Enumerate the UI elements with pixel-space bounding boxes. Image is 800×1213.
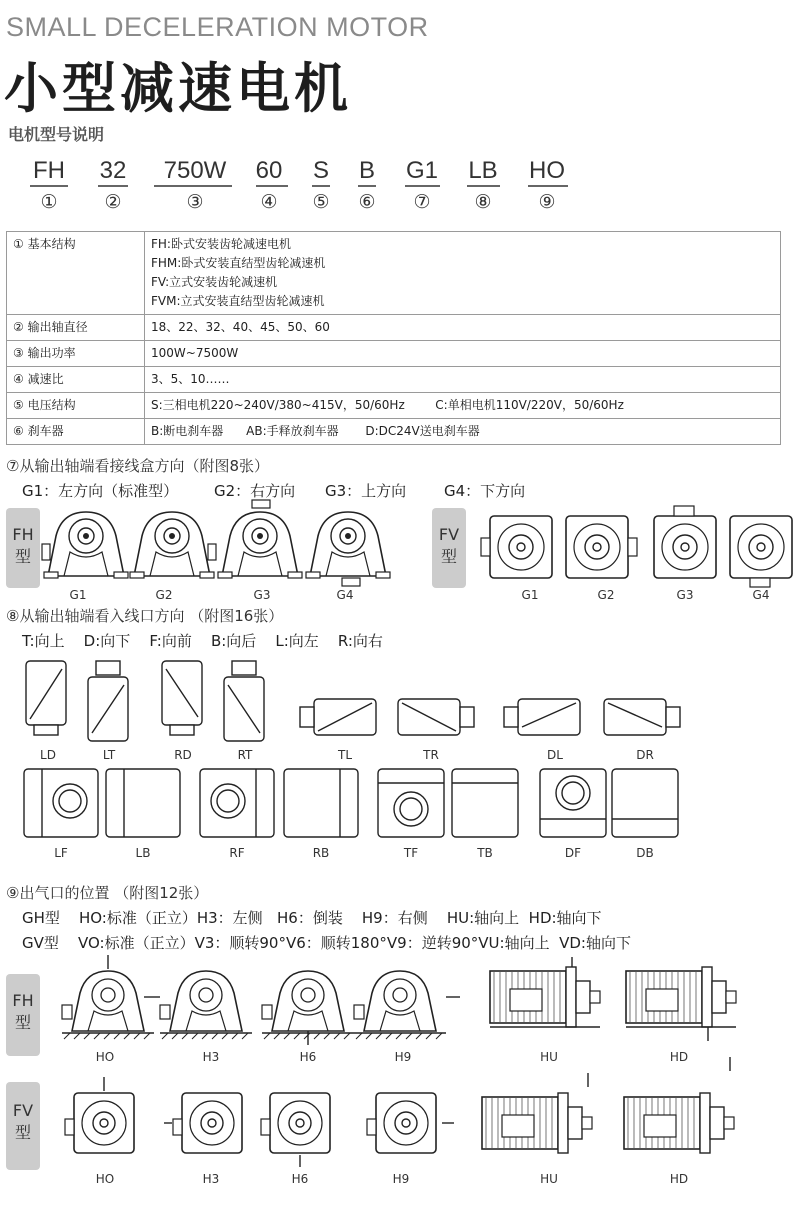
section8-heading: ⑧从输出轴端看入线口方向 （附图16张） bbox=[6, 607, 284, 625]
conn-df bbox=[540, 769, 606, 837]
fv-label: G4 bbox=[752, 588, 770, 602]
conn-label: LB bbox=[135, 846, 151, 860]
fv-ho bbox=[65, 1077, 134, 1153]
spec-row bbox=[7, 341, 781, 367]
spec-value: 18、22、32、40、45、50、60 bbox=[145, 315, 781, 341]
model-heading: 电机型号说明 bbox=[8, 125, 105, 144]
vent-label: H9 bbox=[394, 1050, 412, 1064]
spec-key: ② 输出轴直径 bbox=[7, 315, 145, 341]
conn-label: RT bbox=[237, 748, 253, 762]
section9-drawings bbox=[40, 955, 800, 1185]
g3-option: G3：上方向 bbox=[325, 482, 407, 500]
conn-lb bbox=[106, 769, 180, 837]
vent-label: H3 bbox=[202, 1172, 220, 1186]
conn-dr bbox=[604, 699, 680, 735]
conn-rd bbox=[162, 661, 202, 735]
conn-db bbox=[612, 769, 678, 837]
g1-option: G1：左方向（标准型） bbox=[22, 482, 179, 500]
conn-label: RF bbox=[229, 846, 245, 860]
conn-label: DR bbox=[636, 748, 654, 762]
g2-option: G2：右方向 bbox=[214, 482, 296, 500]
num-7: ⑦ bbox=[413, 191, 431, 213]
spec-key: ⑤ 电压结构 bbox=[7, 393, 145, 419]
fh-hd bbox=[626, 967, 736, 1041]
code-ho: HO bbox=[529, 157, 565, 184]
vent-label: H3 bbox=[202, 1050, 220, 1064]
fv-hu bbox=[482, 1073, 592, 1153]
spec-line: FV:立式安装齿轮减速机 bbox=[151, 275, 278, 289]
spec-key: ① 基本结构 bbox=[7, 232, 145, 315]
vent-label: HO bbox=[95, 1172, 115, 1186]
conn-label: DB bbox=[636, 846, 654, 860]
conn-ld bbox=[26, 661, 66, 735]
fv-tag: FV 型 bbox=[432, 508, 466, 588]
vent-label: H6 bbox=[299, 1050, 317, 1064]
fh-hu bbox=[490, 957, 600, 1027]
fh-g4 bbox=[306, 512, 390, 586]
conn-label: DF bbox=[564, 846, 582, 860]
section7-heading: ⑦从输出轴端看接线盒方向（附图8张） bbox=[6, 457, 269, 475]
conn-tr bbox=[398, 699, 474, 735]
page-title: 小型减速电机 bbox=[4, 57, 352, 120]
fh-g3 bbox=[218, 500, 302, 578]
spec-row bbox=[7, 393, 781, 419]
code-b: B bbox=[358, 157, 375, 184]
conn-rt bbox=[224, 661, 264, 741]
fv-label: G2 bbox=[597, 588, 615, 602]
conn-tl bbox=[300, 699, 376, 735]
fh-tag: FH 型 bbox=[6, 508, 40, 588]
conn-rb bbox=[284, 769, 358, 837]
fv-h3 bbox=[164, 1093, 242, 1153]
conn-label: LD bbox=[40, 748, 56, 762]
code-fh: FH bbox=[33, 157, 65, 184]
conn-label: LF bbox=[54, 846, 68, 860]
fh-ho bbox=[62, 955, 154, 1039]
code-g1: G1 bbox=[405, 157, 438, 184]
num-6: ⑥ bbox=[358, 191, 376, 213]
spec-key: ④ 减速比 bbox=[7, 367, 145, 393]
fv-g3 bbox=[654, 506, 716, 578]
spec-line: FVM:立式安装直结型齿轮减速机 bbox=[151, 294, 325, 308]
spec-row bbox=[7, 367, 781, 393]
fv-h9 bbox=[367, 1093, 454, 1153]
fh-h9 bbox=[354, 971, 460, 1039]
fh-label: G3 bbox=[253, 588, 271, 602]
fv-g2 bbox=[566, 516, 637, 578]
conn-label: RD bbox=[174, 748, 192, 762]
spec-key: ⑥ 刹车器 bbox=[7, 419, 145, 445]
spec-line: FH:卧式安装齿轮减速电机 bbox=[151, 237, 291, 251]
fh-g2 bbox=[130, 512, 216, 578]
conn-lt bbox=[88, 661, 128, 741]
num-4: ④ bbox=[260, 191, 278, 213]
gv-line: GV型 VO:标准（正立）V3：顺转90°V6：顺转180°V9：逆转90°VU:轴向上 VD:轴向下 bbox=[22, 934, 631, 952]
spec-key: ③ 输出功率 bbox=[7, 341, 145, 367]
conn-label: TL bbox=[337, 748, 352, 762]
fh-label: G1 bbox=[69, 588, 87, 602]
vent-label: HD bbox=[669, 1172, 689, 1186]
spec-value: B:断电刹车器 AB:手释放刹车器 D:DC24V送电刹车器 bbox=[145, 419, 781, 445]
spec-row bbox=[7, 419, 781, 445]
fv-hd bbox=[624, 1057, 734, 1153]
fh-g1 bbox=[42, 512, 128, 578]
conn-tf bbox=[378, 769, 444, 837]
num-3: ③ bbox=[186, 191, 204, 213]
spec-value: 100W~7500W bbox=[145, 341, 781, 367]
vent-label: HU bbox=[540, 1050, 558, 1064]
fh-h6 bbox=[262, 971, 354, 1045]
code-750w: 750W bbox=[163, 157, 227, 184]
num-9: ⑨ bbox=[538, 191, 556, 213]
vent-label: HO bbox=[95, 1050, 115, 1064]
conn-label: RB bbox=[312, 846, 330, 860]
num-1: ① bbox=[40, 191, 58, 213]
code-s: S bbox=[312, 157, 329, 184]
fh-label: G2 bbox=[155, 588, 173, 602]
fv-tag-9: FV 型 bbox=[6, 1082, 40, 1170]
fv-g1 bbox=[481, 516, 552, 578]
g4-option: G4：下方向 bbox=[444, 482, 526, 500]
vent-label: HU bbox=[540, 1172, 558, 1186]
vent-label: H9 bbox=[392, 1172, 410, 1186]
conn-label: LT bbox=[102, 748, 116, 762]
conn-label: DL bbox=[547, 748, 563, 762]
spec-value: S:三相电机220~240V/380~415V，50/60Hz C:单相电机110V/220V，50/60Hz bbox=[145, 393, 781, 419]
gh-line: GH型 HO:标准（正立）H3：左侧 H6：倒装 H9：右侧 HU:轴向上 HD:轴向下 bbox=[22, 909, 602, 927]
section9-heading: ⑨出气口的位置 （附图12张） bbox=[6, 884, 209, 902]
fv-label: G3 bbox=[676, 588, 694, 602]
fv-label: G1 bbox=[521, 588, 539, 602]
conn-dl bbox=[504, 699, 580, 735]
vent-label: H6 bbox=[291, 1172, 309, 1186]
num-5: ⑤ bbox=[312, 191, 330, 213]
section8-legend: T:向上 D:向下 F:向前 B:向后 L:向左 R:向右 bbox=[22, 632, 383, 650]
spec-line: FHM:卧式安装直结型齿轮减速机 bbox=[151, 256, 326, 270]
num-8: ⑧ bbox=[474, 191, 492, 213]
spec-value: 3、5、10…… bbox=[145, 367, 781, 393]
conn-tb bbox=[452, 769, 518, 837]
conn-label: TF bbox=[403, 846, 419, 860]
vent-label: HD bbox=[669, 1050, 689, 1064]
fv-h6 bbox=[261, 1093, 330, 1167]
code-60: 60 bbox=[255, 157, 283, 184]
conn-label: TB bbox=[477, 846, 493, 860]
spec-row bbox=[7, 315, 781, 341]
fh-h3 bbox=[144, 971, 252, 1039]
fh-tag-9: FH 型 bbox=[6, 974, 40, 1056]
spec-table bbox=[6, 231, 781, 445]
spec-row bbox=[7, 232, 781, 315]
conn-rf bbox=[200, 769, 274, 837]
subtitle-en: SMALL DECELERATION MOTOR bbox=[6, 12, 429, 42]
code-32: 32 bbox=[99, 157, 127, 184]
num-2: ② bbox=[104, 191, 122, 213]
conn-label: TR bbox=[423, 748, 439, 762]
spec-value bbox=[145, 232, 781, 315]
conn-lf bbox=[24, 769, 98, 837]
code-lb: LB bbox=[468, 157, 498, 184]
code-underlines bbox=[0, 184, 800, 188]
fh-label: G4 bbox=[336, 588, 354, 602]
fv-g4 bbox=[730, 516, 792, 587]
